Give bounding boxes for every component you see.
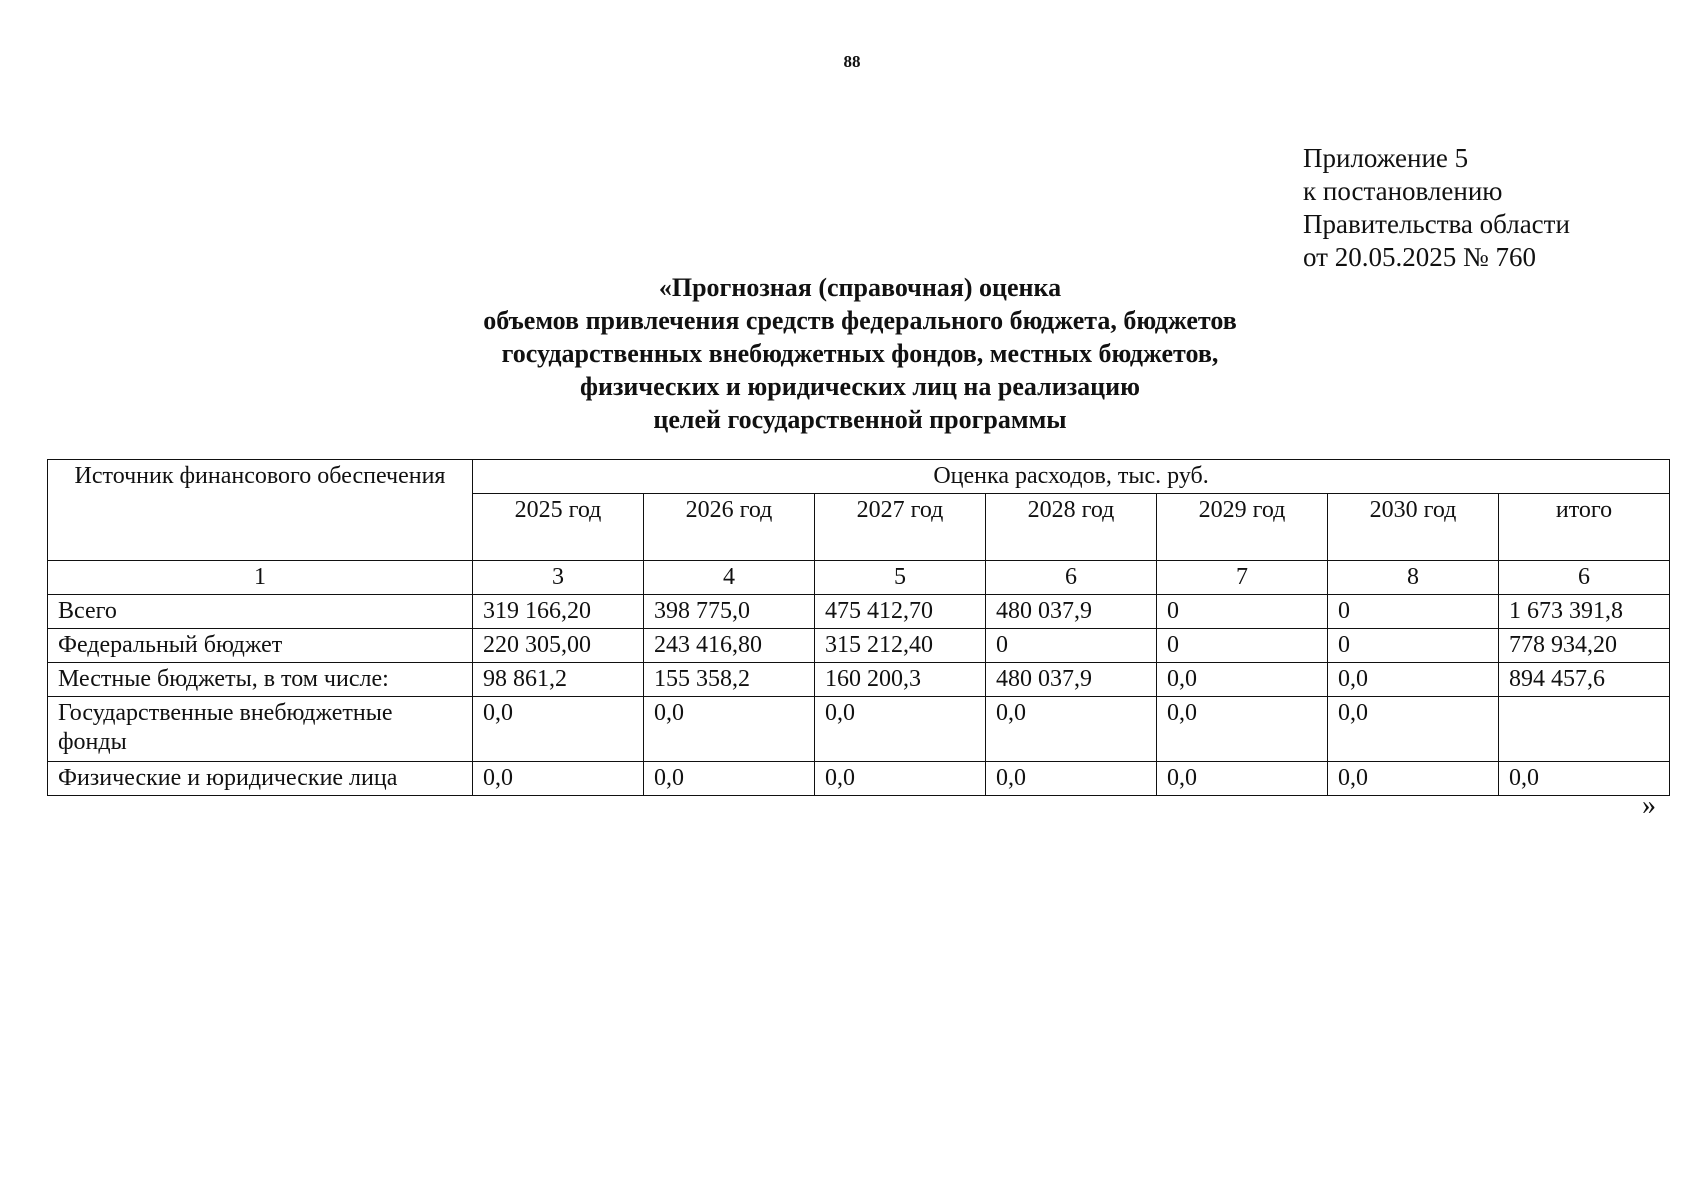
table-cell: 0,0 bbox=[986, 697, 1157, 762]
row-label: Местные бюджеты, в том числе: bbox=[48, 663, 473, 697]
table-cell: 98 861,2 bbox=[473, 663, 644, 697]
total-header: итого bbox=[1499, 494, 1670, 561]
column-number: 1 bbox=[48, 561, 473, 595]
table-cell: 0,0 bbox=[644, 762, 815, 796]
title-line: целей государственной программы bbox=[653, 405, 1067, 434]
table-cell: 398 775,0 bbox=[644, 595, 815, 629]
column-number: 4 bbox=[644, 561, 815, 595]
table-cell: 0 bbox=[1157, 629, 1328, 663]
column-number: 6 bbox=[1499, 561, 1670, 595]
table-row bbox=[48, 697, 1670, 762]
document-title bbox=[0, 271, 1704, 436]
appendix-line: Правительства области bbox=[1303, 209, 1570, 239]
table-cell: 0,0 bbox=[644, 697, 815, 762]
table-cell: 894 457,6 bbox=[1499, 663, 1670, 697]
table-cell: 0,0 bbox=[815, 697, 986, 762]
table-cell bbox=[1499, 697, 1670, 762]
year-header: 2030 год bbox=[1328, 494, 1499, 561]
table-cell: 475 412,70 bbox=[815, 595, 986, 629]
appendix-line: Приложение 5 bbox=[1303, 143, 1469, 173]
table-cell: 0 bbox=[986, 629, 1157, 663]
table-cell: 0 bbox=[1328, 595, 1499, 629]
column-number-row bbox=[48, 561, 1670, 595]
table-cell: 0,0 bbox=[1157, 697, 1328, 762]
appendix-line: к постановлению bbox=[1303, 176, 1503, 206]
year-header: 2026 год bbox=[644, 494, 815, 561]
closing-quote: » bbox=[1642, 790, 1656, 821]
source-header: Источник финансового обеспечения bbox=[48, 460, 473, 561]
table-row bbox=[48, 629, 1670, 663]
table-cell: 0 bbox=[1157, 595, 1328, 629]
expense-group-header: Оценка расходов, тыс. руб. bbox=[473, 460, 1670, 494]
page-number: 88 bbox=[843, 52, 861, 71]
column-number: 7 bbox=[1157, 561, 1328, 595]
column-number: 5 bbox=[815, 561, 986, 595]
header-row bbox=[48, 460, 1670, 494]
column-number: 6 bbox=[986, 561, 1157, 595]
year-header: 2028 год bbox=[986, 494, 1157, 561]
appendix-block bbox=[1303, 142, 1570, 274]
table-cell: 0,0 bbox=[1157, 663, 1328, 697]
table-cell: 778 934,20 bbox=[1499, 629, 1670, 663]
row-label: Физические и юридические лица bbox=[48, 762, 473, 796]
row-label: Всего bbox=[48, 595, 473, 629]
table-cell: 0,0 bbox=[1499, 762, 1670, 796]
table-cell: 0,0 bbox=[473, 697, 644, 762]
table-cell: 0,0 bbox=[473, 762, 644, 796]
table-cell: 0,0 bbox=[1157, 762, 1328, 796]
table-cell: 0,0 bbox=[815, 762, 986, 796]
table-row bbox=[48, 595, 1670, 629]
table-cell: 155 358,2 bbox=[644, 663, 815, 697]
table-cell: 243 416,80 bbox=[644, 629, 815, 663]
table-cell: 480 037,9 bbox=[986, 595, 1157, 629]
year-header: 2029 год bbox=[1157, 494, 1328, 561]
table-cell: 1 673 391,8 bbox=[1499, 595, 1670, 629]
table-row bbox=[48, 762, 1670, 796]
table-cell: 0,0 bbox=[1328, 663, 1499, 697]
row-label: Федеральный бюджет bbox=[48, 629, 473, 663]
table-cell: 0,0 bbox=[1328, 762, 1499, 796]
title-line: физических и юридических лиц на реализацию bbox=[580, 372, 1140, 401]
appendix-line: от 20.05.2025 № 760 bbox=[1303, 242, 1536, 272]
table-cell: 315 212,40 bbox=[815, 629, 986, 663]
table-cell: 220 305,00 bbox=[473, 629, 644, 663]
table-cell: 319 166,20 bbox=[473, 595, 644, 629]
table-cell: 0,0 bbox=[986, 762, 1157, 796]
table-cell: 0,0 bbox=[1328, 697, 1499, 762]
row-label: Государственные внебюджетные фонды bbox=[48, 697, 473, 762]
table-cell: 0 bbox=[1328, 629, 1499, 663]
column-number: 3 bbox=[473, 561, 644, 595]
title-line: объемов привлечения средств федерального бюджета, бюджетов bbox=[483, 306, 1237, 335]
year-header: 2025 год bbox=[473, 494, 644, 561]
table-cell: 480 037,9 bbox=[986, 663, 1157, 697]
table-row bbox=[48, 663, 1670, 697]
title-line: государственных внебюджетных фондов, местных бюджетов, bbox=[501, 339, 1219, 368]
title-line: «Прогнозная (справочная) оценка bbox=[658, 273, 1062, 302]
column-number: 8 bbox=[1328, 561, 1499, 595]
table-cell: 160 200,3 bbox=[815, 663, 986, 697]
year-header: 2027 год bbox=[815, 494, 986, 561]
funding-table bbox=[47, 459, 1670, 796]
